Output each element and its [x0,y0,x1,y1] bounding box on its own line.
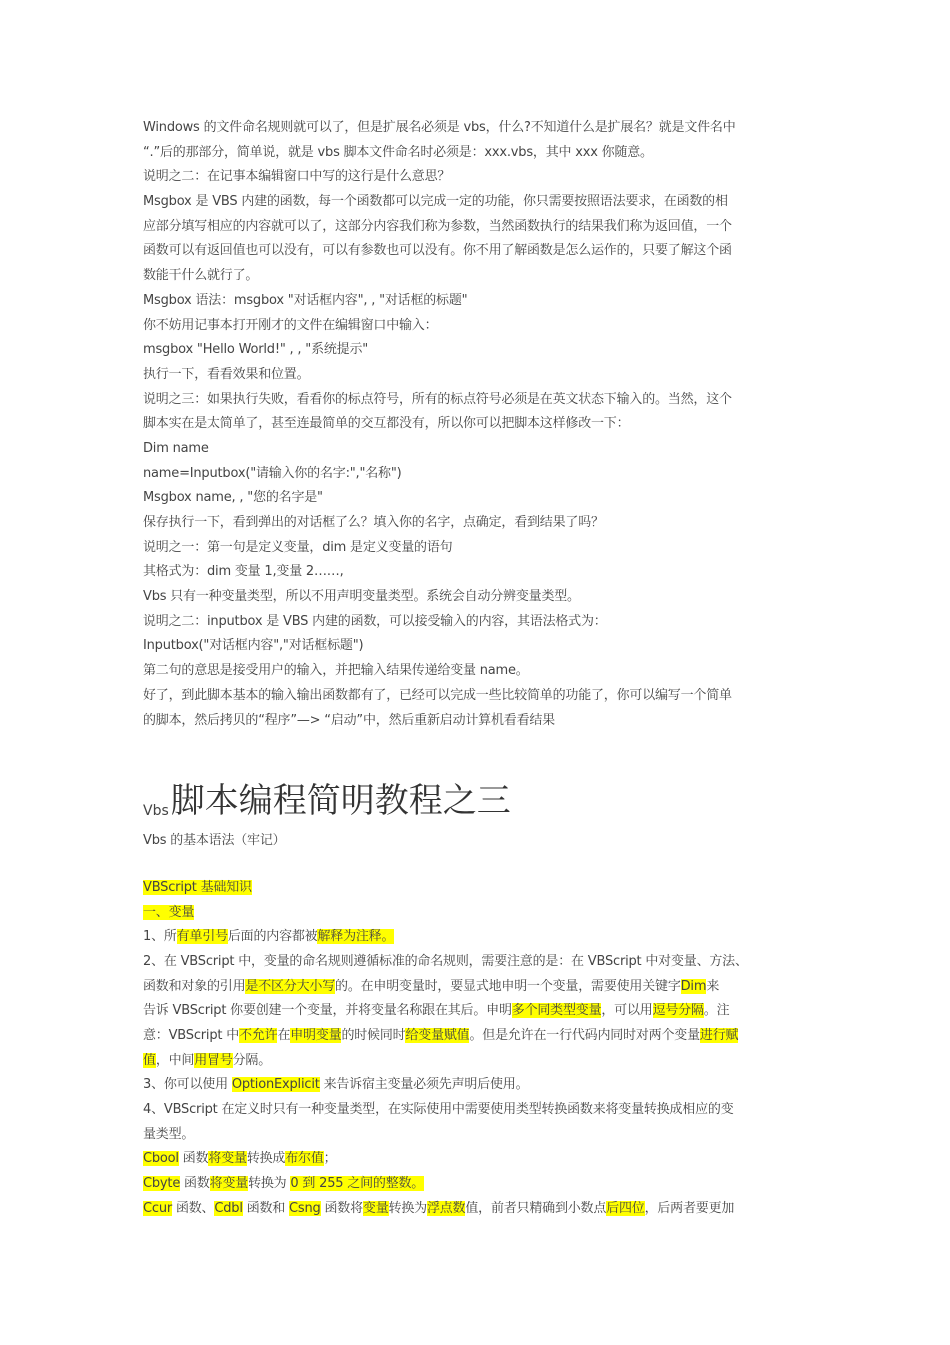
text-run: 4、VBScript 在定义时只有一种变量类型，在实际使用中需要使用类型转换函数来将变量转换成相应的变 [143,1102,734,1118]
text-run: 说明之二：在记事本编辑窗口中写的这行是什么意思？ [143,169,451,185]
highlighted-text: 不允许 [239,1028,278,1043]
text-run: 的脚本，然后拷贝的“程序”—> “启动”中，然后重新启动计算机看看结果 [143,712,555,728]
text-run: 说明之二：inputbox 是 VBS 内建的函数，可以接受输入的内容，其语法格式为： [143,613,607,629]
text-line [143,1049,808,1074]
highlighted-text: VBScript 基础知识 [143,879,252,895]
text-run: Msgbox 语法：msgbox "对话框内容", , "对话框的标题" [143,292,468,308]
highlighted-text: OptionExplicit [231,1077,320,1093]
text-run: Windows 的文件命名规则就可以了，但是扩展名必须是 vbs，什么?不知道什么是扩展名？就是文件名中 [143,120,736,135]
paragraph-basic-syntax [143,876,808,1222]
text-line [143,437,808,462]
text-line [143,412,808,437]
highlighted-text: Cdbl [214,1200,243,1216]
highlighted-text: 进行赋 [699,1028,739,1043]
text-line [143,536,808,561]
text-run: 执行一下，看看效果和位置。 [143,366,310,382]
text-line [143,289,808,314]
text-run: 值，前者只精确到小数点 [465,1200,607,1216]
text-run: msgbox "Hello World!" , , "系统提示" [143,342,369,358]
text-run: 你不妨用记事本打开刚才的文件在编辑窗口中输入： [143,317,438,333]
text-run: 转换为 [388,1200,427,1216]
highlighted-text: 解释为注释。 [317,929,395,945]
text-run: Msgbox name, , "您的名字是" [143,490,323,506]
text-line [143,239,808,264]
text-line [143,1098,808,1123]
text-run: 后面的内容都被 [227,929,318,945]
text-run: ，可以用 [601,1003,653,1019]
text-run: 保存执行一下，看到弹出的对话框了么？填入你的名字，点确定，看到结果了吗？ [143,515,604,530]
text-run: 说明之三：如果执行失败，看看你的标点符号，所有的标点符号必须是在英文状态下输入的。当然，这个 [143,391,732,407]
text-line [143,560,808,585]
text-line [143,363,808,388]
text-run: 来告诉宿主变量必须先声明后使用。 [319,1077,529,1093]
text-run: 在 [277,1028,291,1043]
text-run: Vbs 只有一种变量类型，所以不用声明变量类型。系统会自动分辨变量类型。 [143,589,580,605]
text-line [143,901,808,926]
text-line [143,264,808,289]
text-run: 分隔。 [232,1052,272,1068]
text-line [143,925,808,950]
highlighted-text: 一、变量 [143,904,195,920]
highlighted-text: 浮点数 [426,1200,466,1216]
text-run: 函数和 [242,1200,290,1216]
text-run: ，中间 [155,1052,195,1068]
text-run: 应部分填写相应的内容就可以了，这部分内容我们称为参数，当然函数执行的结果我们称为返回值，一个 [143,218,732,234]
text-run: Msgbox 是 VBS 内建的函数，每一个函数都可以完成一定的功能，你只需要按照语法要求，在函数的相 [143,194,728,210]
text-run: 3、你可以使用 [143,1077,232,1093]
text-line [143,141,808,166]
text-run: 函数将 [320,1200,363,1216]
heading-title: 脚本编程简明教程之三 [170,781,511,822]
text-line [143,486,808,511]
highlighted-text: 申明变量 [290,1028,342,1043]
text-run: ，后两者要更加 [644,1200,735,1216]
text-run: 说明之一：第一句是定义变量，dim 是定义变量的语句 [143,539,453,555]
text-run: ； [323,1151,337,1167]
highlighted-text: 用冒号 [194,1052,233,1068]
text-line [143,462,808,487]
text-line [143,190,808,215]
text-line [143,1123,808,1148]
text-run: 其格式为：dim 变量 1,变量 2……, [143,564,344,580]
text-line [143,1172,808,1197]
highlighted-text: 多个同类型变量 [511,1003,602,1019]
text-line [143,338,808,363]
highlighted-text: 后四位 [606,1200,645,1216]
text-run: 转换成 [246,1151,286,1167]
highlighted-text: Cbyte [143,1176,181,1192]
text-run: name=Inputbox("请输入你的名字:","名称") [143,465,402,481]
text-run: 。注 [703,1003,730,1019]
text-line [143,659,808,684]
text-run: Dim name [143,440,209,456]
section-subtitle: Vbs 的基本语法（牢记） [143,833,286,849]
text-line [143,950,808,975]
text-line [143,709,808,734]
text-line [143,876,808,901]
text-line [143,215,808,240]
text-run: 的。在申明变量时，要显式地申明一个变量，需要使用关键字 [335,978,681,994]
text-run: 告诉 VBScript 你要创建一个变量，并将变量名称跟在其后。申明 [143,1003,512,1019]
text-run: 。但是允许在一行代码内同时对两个变量 [469,1028,700,1043]
highlighted-text: 给变量赋值 [405,1028,470,1043]
highlighted-text: 是不区分大小写 [245,978,336,994]
text-run: 数能干什么就行了。 [143,268,259,284]
highlighted-text: 值 [143,1052,156,1068]
text-line [143,511,808,536]
text-line [143,314,808,339]
highlighted-text: Cbool [143,1151,179,1167]
text-line [143,116,808,141]
text-run: 函数、 [172,1200,215,1216]
document-page [143,116,808,1222]
text-run: “.”后的那部分，简单说，就是 vbs 脚本文件命名时必须是：xxx.vbs，其中 xxx 你随意。 [143,144,653,160]
text-run: 脚本实在是太简单了，甚至连最简单的交互都没有，所以你可以把脚本这样修改一下： [143,416,630,432]
text-run: Inputbox("对话框内容","对话框标题") [143,638,364,654]
highlighted-text: 有单引号 [176,929,228,945]
text-run: 函数 [180,1176,210,1192]
text-line [143,1024,808,1049]
text-run: 2、在 VBScript 中，变量的命名规则遵循标准的命名规则，需要注意的是：在 VBScript 中对变量、方法、 [143,953,748,969]
text-line [143,165,808,190]
text-run: 函数 [178,1151,209,1167]
text-run: 的时候同时 [341,1028,406,1043]
text-line [143,388,808,413]
highlighted-text: 将变量 [209,1176,249,1192]
highlighted-text: Ccur [143,1200,173,1216]
text-run: 意：VBScript 中 [143,1028,240,1043]
highlighted-text: 逗号分隔 [652,1003,704,1019]
text-run: 1、所 [143,929,177,945]
text-run: 函数和对象的引用 [143,978,246,994]
highlighted-text: 0 到 255 之间的整数。 [290,1176,425,1192]
text-line [143,999,808,1024]
highlighted-text: Csng [289,1200,321,1216]
highlighted-text: 将变量 [208,1151,247,1167]
paragraph-part-two-notes [143,116,808,733]
text-run: 量类型。 [143,1126,195,1142]
text-line [143,1197,808,1222]
spacer [143,854,808,876]
text-line [143,1147,808,1172]
highlighted-text: Dim [680,978,707,994]
text-run: 函数可以有返回值也可以没有，可以有参数也可以没有。你不用了解函数是怎么运作的，只要了解这个函 [143,243,732,259]
heading-prefix: Vbs [143,803,169,820]
text-line [143,610,808,635]
text-line [143,975,808,1000]
text-line [143,634,808,659]
highlighted-text: 变量 [362,1200,389,1216]
text-line [143,585,808,610]
text-line [143,684,808,709]
highlighted-text: 布尔值 [285,1151,324,1167]
text-run: 第二句的意思是接受用户的输入，并把输入结果传递给变量 name。 [143,663,529,679]
text-run: 转换为 [248,1176,291,1192]
text-line [143,1073,808,1098]
text-run: 来 [706,978,720,994]
section-heading [143,769,808,825]
text-run: 好了，到此脚本基本的输入输出函数都有了，已经可以完成一些比较简单的功能了，你可以编写一个简单 [143,687,732,703]
